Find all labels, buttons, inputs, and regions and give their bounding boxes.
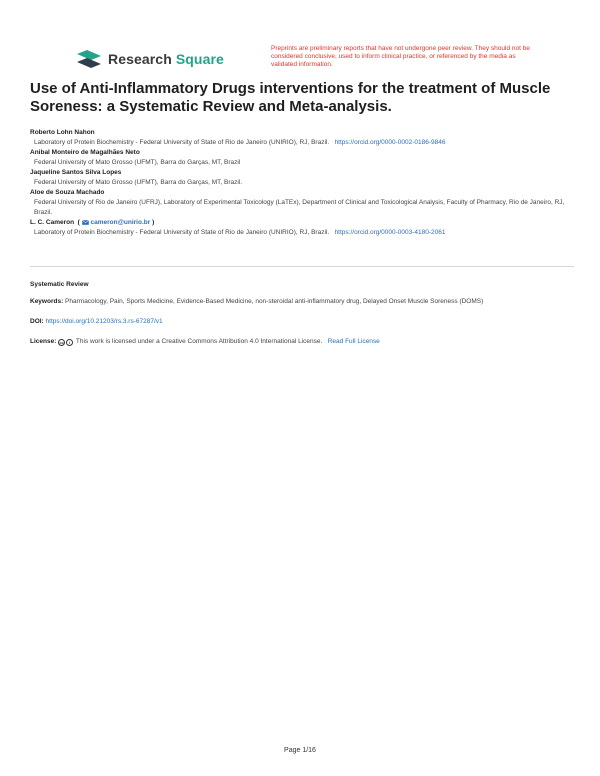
- envelope-icon: [82, 220, 89, 225]
- research-square-logo[interactable]: [76, 49, 224, 69]
- keywords: [30, 297, 575, 307]
- keywords-label: Keywords:: [30, 298, 64, 305]
- doi: [30, 317, 575, 327]
- author-affiliation: [30, 138, 575, 148]
- attribution-icon: i: [66, 339, 73, 346]
- page-title: Use of Anti-Inflammatory Drugs interventions for the treatment of Muscle Soreness: a Systematic Review and Meta-analysis.: [30, 80, 551, 115]
- author-affiliation: Federal University of Mato Grosso (UFMT), Barra do Garças, MT, Brazil.: [34, 179, 243, 186]
- license: [30, 337, 575, 347]
- author-name: Jaqueline Santos Silva Lopes: [30, 169, 122, 176]
- corresponding-author: L. C. Cameron ( cameron@unirio.br ): [30, 219, 155, 226]
- preprint-disclaimer: Preprints are preliminary reports that have not undergone peer review. They should not be considered conclusive, used to inform clinical practice, or referenced by the media as validated information.: [271, 45, 530, 68]
- logo-text: [108, 51, 224, 67]
- affiliation-text: Laboratory of Protein Biochemistry - Federal University of State of Rio de Janeiro (UNIRIO), RJ, Brazil.: [34, 139, 330, 146]
- author-name: Roberto Lohn Nahon: [30, 129, 95, 136]
- research-square-logo-icon: [76, 49, 102, 69]
- section-divider: [30, 266, 574, 267]
- orcid-link[interactable]: https://orcid.org/0000-0003-4180-2061: [334, 229, 446, 236]
- license-text: This work is licensed under a Creative Commons Attribution 4.0 International License.: [75, 338, 323, 345]
- keywords-value: Pharmacology, Pain, Sports Medicine, Evidence-Based Medicine, non-steroidal anti-inflammatory drug, Delayed Onset Muscle Soreness (DOMS): [65, 298, 484, 305]
- logo-word-research: Research: [108, 51, 172, 67]
- author-affiliation: [30, 228, 575, 238]
- author-name: L. C. Cameron: [30, 219, 75, 226]
- author-affiliation: Federal University of Mato Grosso (UFMT), Barra do Garças, MT, Brazil: [34, 159, 241, 166]
- read-full-license-link[interactable]: Read Full License: [327, 338, 380, 345]
- article-type: Systematic Review: [30, 281, 89, 288]
- doi-link[interactable]: https://doi.org/10.21203/rs.3.rs-67287/v1: [45, 318, 163, 325]
- affiliation-text: Laboratory of Protein Biochemistry - Federal University of State of Rio de Janeiro (UNIRIO), RJ, Brazil.: [34, 229, 330, 236]
- cc-icon: cc: [59, 340, 64, 345]
- license-label: License:: [30, 338, 57, 345]
- author-name: Anibal Monteiro de Magalhães Neto: [30, 149, 140, 156]
- author-affiliation: Federal University of Rio de Janeiro (UFRJ), Laboratory of Experimental Toxicology (LaTEx), Department of Clinical and Toxicological Analysis, Faculty of Pharmacy, Rio de Janeiro, RJ, Brazil.: [34, 199, 565, 216]
- page-number: Page 1/16: [284, 747, 316, 754]
- email-link[interactable]: cameron@unirio.br: [90, 219, 151, 226]
- logo-word-square: Square: [175, 51, 224, 67]
- author-name: Aloe de Souza Machado: [30, 189, 105, 196]
- author-list: [30, 128, 575, 238]
- doi-label: DOI:: [30, 318, 44, 325]
- orcid-link[interactable]: https://orcid.org/0000-0002-0186-9846: [334, 139, 446, 146]
